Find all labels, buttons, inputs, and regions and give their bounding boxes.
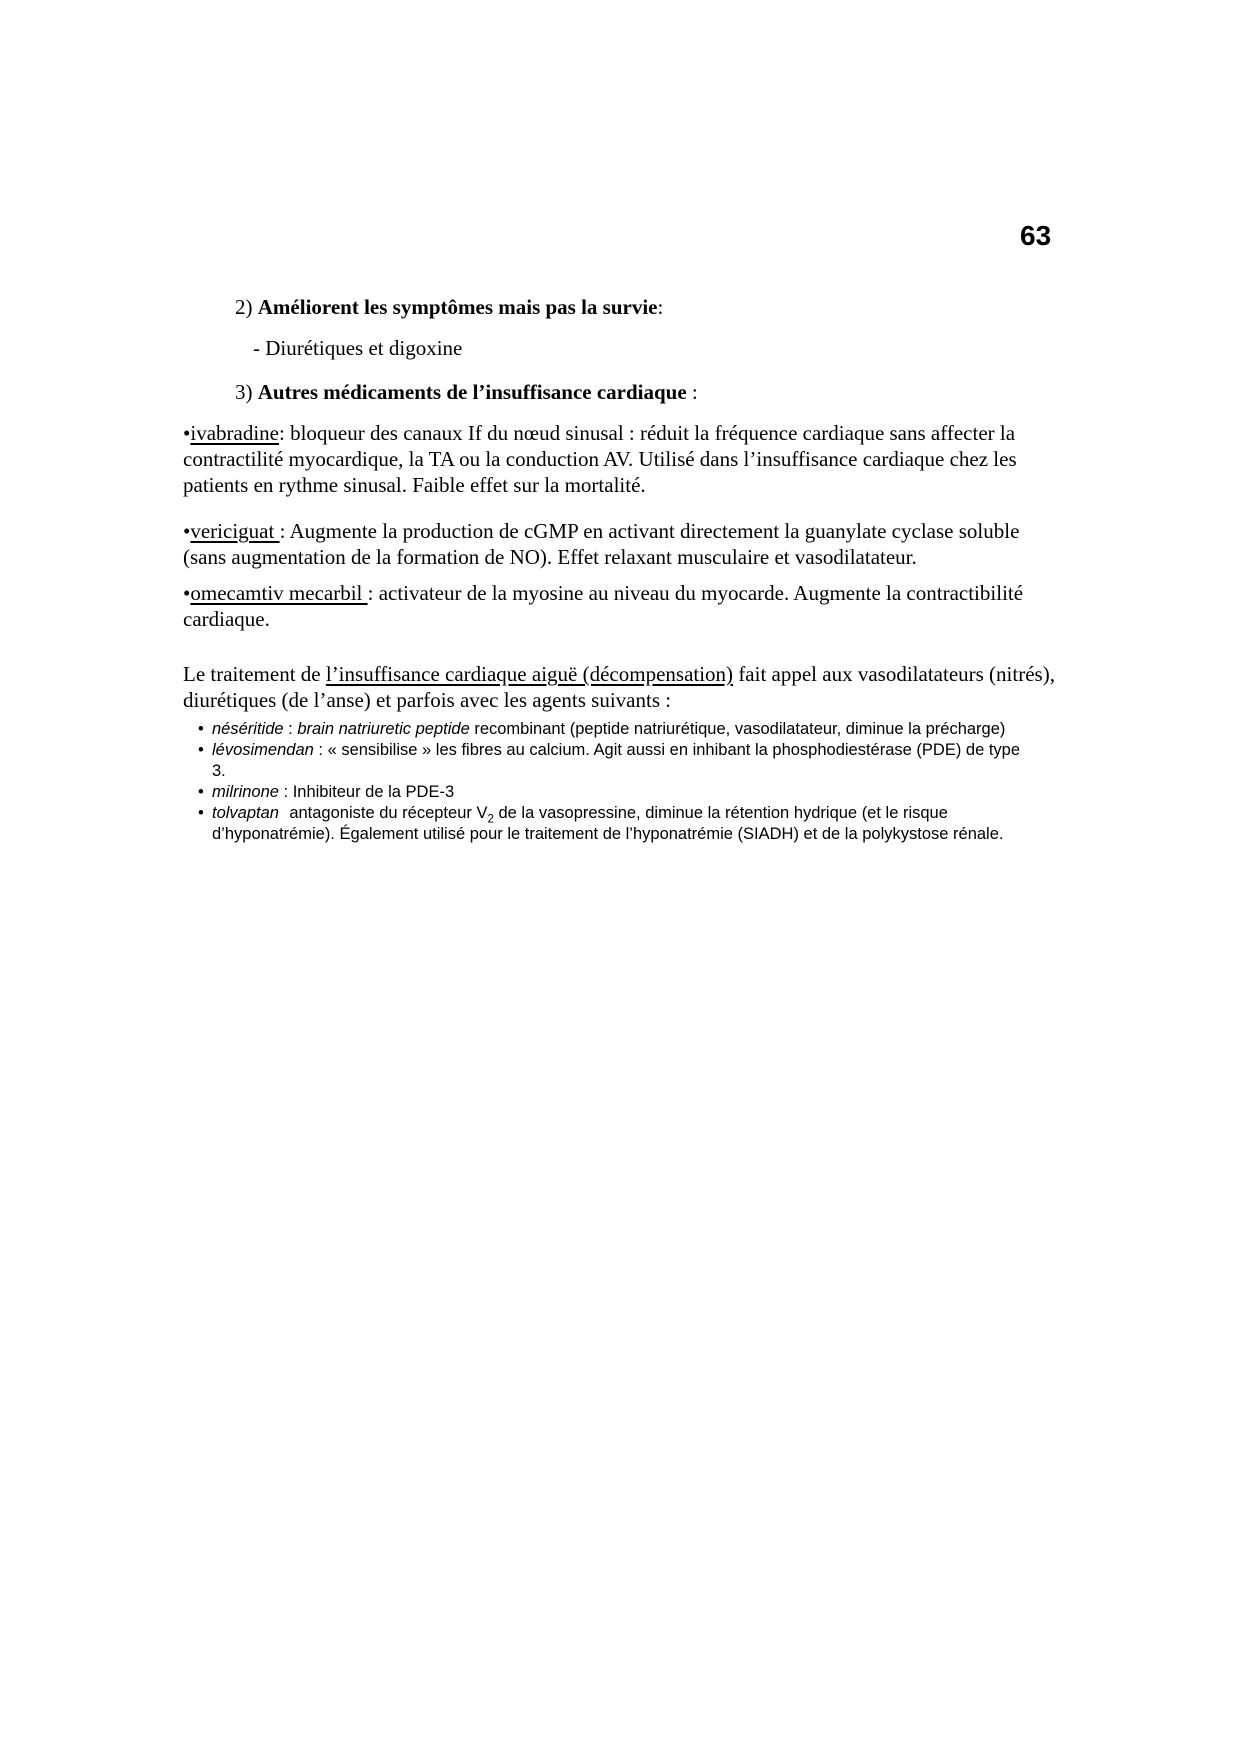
page-content <box>183 295 1067 845</box>
bullet-glyph: • <box>198 804 204 822</box>
page-number: 63 <box>1020 220 1052 251</box>
bullet-glyph: • <box>198 783 204 801</box>
drug-name-ivabradine: ivabradine <box>190 421 279 445</box>
paragraph-text: fait appel aux vasodilatateurs (nitrés), diurétiques (de l’anse) et parfois avec les agents suivants : <box>183 662 1055 712</box>
paragraph-vericiguat <box>183 518 1067 570</box>
drug-name-omecamtiv-mecarbil: omecamtiv mecarbil <box>190 581 368 605</box>
item-text: : « sensibilise » les fibres au calcium. Agit aussi en inhibant la phosphodiestérase (PDE) de type 3. <box>212 741 1021 780</box>
paragraph-traitement-aigu <box>183 661 1067 713</box>
bullet-glyph: • <box>183 581 191 605</box>
agent-name-levosimendan: lévosimendan <box>212 741 314 759</box>
item-text: de la vasopressine, diminue la rétention hydrique (et le risque d’hyponatrémie). Également utilisé pour le traitement de l’hyponatrémie (SIADH) et de la polykystose rénale. <box>212 804 1004 843</box>
paragraph-ivabradine <box>183 420 1067 498</box>
bullet-glyph: • <box>183 421 191 445</box>
bullet-glyph: • <box>183 519 191 543</box>
subscript-2: 2 <box>487 813 494 826</box>
paragraph-omecamtiv-mecarbil <box>183 580 1067 632</box>
heading-suffix: : <box>686 380 698 404</box>
drug-name-vericiguat: vericiguat <box>190 519 280 543</box>
heading-suffix: : <box>657 295 664 319</box>
agents-list <box>183 719 1033 845</box>
bullet-glyph: • <box>198 720 204 738</box>
item-text: antagoniste du récepteur V <box>284 804 488 822</box>
underlined-phrase: l’insuffisance cardiaque aiguë (décompensation) <box>325 662 734 686</box>
list-item-milrinone <box>183 782 1033 803</box>
heading-title: Autres médicaments de l’insuffisance cardiaque <box>257 380 687 404</box>
heading-title: Améliorent les symptômes mais pas la survie <box>257 295 658 319</box>
separator: : <box>283 720 298 738</box>
paragraph-text: : Augmente la production de cGMP en activant directement la guanylate cyclase soluble (sans augmentation de la formation de NO). Effet relaxant musculaire et vasodilatateur. <box>183 519 1020 569</box>
heading-number: 3) <box>235 380 258 404</box>
list-item-tolvaptan <box>183 803 1033 845</box>
section-heading-3 <box>183 380 1067 405</box>
list-item-levosimendan <box>183 740 1033 782</box>
section-heading-2 <box>183 295 1067 320</box>
item-text: recombinant (peptide natriurétique, vasodilatateur, diminue la précharge) <box>469 720 1006 738</box>
bullet-glyph: • <box>198 741 204 759</box>
list-item-diuretiques-digoxine: - Diurétiques et digoxine <box>253 336 463 360</box>
agent-name-milrinone: milrinone <box>212 783 279 801</box>
list-item-neseritide <box>183 719 1033 740</box>
item-text: : Inhibiteur de la PDE-3 <box>278 783 455 801</box>
agent-name-tolvaptan: tolvaptan <box>212 804 279 822</box>
paragraph-lead: Le traitement de <box>183 662 326 686</box>
term-brain-natriuretic-peptide: brain natriuretic peptide <box>297 720 470 738</box>
paragraph-text: : bloqueur des canaux If du nœud sinusal : réduit la fréquence cardiaque sans affecter la contractilité myocardique, la TA ou la conduction AV. Utilisé dans l’insuffisance cardiaque chez les patients en rythme sinusal. Faible effet sur la mortalité. <box>183 421 1017 497</box>
paragraph-text: : activateur de la myosine au niveau du myocarde. Augmente la contractibilité cardiaque. <box>183 581 1024 631</box>
agent-name-neseritide: néséritide <box>212 720 284 738</box>
heading-number: 2) <box>235 295 258 319</box>
